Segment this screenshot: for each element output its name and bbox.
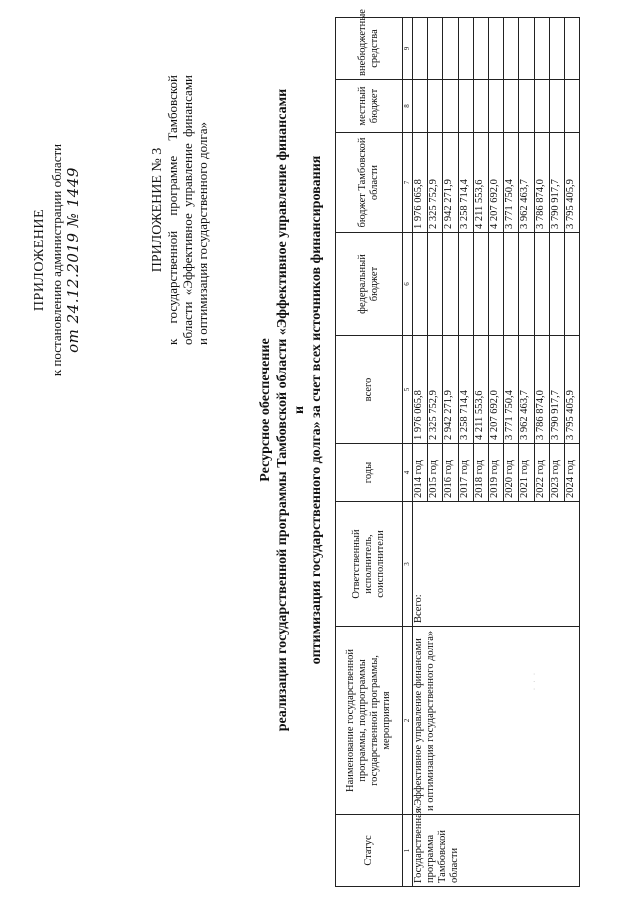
column-number: 4 (403, 444, 413, 502)
local-budget-cell (534, 80, 549, 133)
year-cell: 2020 год (504, 444, 519, 502)
year-cell: 2019 год (488, 444, 503, 502)
total-cell: 3 786 874,0 (534, 336, 549, 444)
local-budget-cell (443, 80, 458, 133)
title-line-2: реализации государственной программы Тамбовской области «Эффективное управление финансами и (275, 88, 307, 732)
column-number: 6 (403, 233, 413, 336)
appendix-3-text: к государственной программе Тамбовской области «Эффективное управление финансами и оптимизация государственного долга» (165, 75, 210, 345)
federal-budget-cell (488, 233, 503, 336)
column-number: 8 (403, 80, 413, 133)
year-cell: 2021 год (519, 444, 534, 502)
year-cell: 2023 год (549, 444, 564, 502)
local-budget-cell (413, 80, 428, 133)
regional-budget-cell: 3 795 405,9 (564, 133, 579, 233)
extrabudgetary-cell (564, 18, 579, 80)
appendix-subtitle: к постановлению администрации области (49, 143, 64, 377)
year-cell: 2022 год (534, 444, 549, 502)
regional-budget-cell: 3 786 874,0 (534, 133, 549, 233)
year-cell: 2015 год (428, 444, 443, 502)
total-cell: 3 962 463,7 (519, 336, 534, 444)
federal-budget-cell (413, 233, 428, 336)
federal-budget-cell (428, 233, 443, 336)
executor-cell: Всего: (413, 502, 580, 627)
column-header: внебюджетные средства (336, 18, 403, 80)
local-budget-cell (428, 80, 443, 133)
federal-budget-cell (473, 233, 488, 336)
regional-budget-cell: 4 211 553,6 (473, 133, 488, 233)
extrabudgetary-cell (443, 18, 458, 80)
regional-budget-cell: 3 962 463,7 (519, 133, 534, 233)
column-header: Статус (336, 815, 403, 887)
regional-budget-cell: 2 325 752,9 (428, 133, 443, 233)
column-number-row (403, 18, 413, 887)
local-budget-cell (488, 80, 503, 133)
program-name-cell: «Эффективное управление финансами и оптимизация государственного долга» (413, 627, 580, 815)
local-budget-cell (504, 80, 519, 133)
federal-budget-cell (549, 233, 564, 336)
regional-budget-cell: 3 258 714,4 (458, 133, 473, 233)
year-cell: 2018 год (473, 444, 488, 502)
regional-budget-cell: 2 942 271,9 (443, 133, 458, 233)
regional-budget-cell: 4 207 692,0 (488, 133, 503, 233)
column-header: федеральный бюджет (336, 233, 403, 336)
total-cell: 4 207 692,0 (488, 336, 503, 444)
appendix-block (32, 125, 81, 395)
total-cell: 3 795 405,9 (564, 336, 579, 444)
status-cell: Государственная программа Тамбовской области (413, 815, 580, 887)
regional-budget-cell: 3 771 750,4 (504, 133, 519, 233)
federal-budget-cell (564, 233, 579, 336)
appendix-3-title: ПРИЛОЖЕНИЕ № 3 (150, 147, 165, 273)
extrabudgetary-cell (458, 18, 473, 80)
total-cell: 2 942 271,9 (443, 336, 458, 444)
federal-budget-cell (534, 233, 549, 336)
extrabudgetary-cell (488, 18, 503, 80)
regional-budget-cell: 1 976 065,8 (413, 133, 428, 233)
extrabudgetary-cell (473, 18, 488, 80)
extrabudgetary-cell (504, 18, 519, 80)
total-cell: 2 325 752,9 (428, 336, 443, 444)
column-header: годы (336, 444, 403, 502)
column-number: 2 (403, 627, 413, 815)
table-header-row (336, 18, 403, 887)
year-cell: 2017 год (458, 444, 473, 502)
local-budget-cell (458, 80, 473, 133)
column-number: 3 (403, 502, 413, 627)
local-budget-cell (519, 80, 534, 133)
year-cell: 2014 год (413, 444, 428, 502)
federal-budget-cell (443, 233, 458, 336)
document-title (257, 85, 325, 735)
federal-budget-cell (458, 233, 473, 336)
column-header: бюджет Тамбовской области (336, 133, 403, 233)
extrabudgetary-cell (549, 18, 564, 80)
title-line-1: Ресурсное обеспечение (258, 338, 273, 482)
total-cell: 4 211 553,6 (473, 336, 488, 444)
year-cell: 2016 год (443, 444, 458, 502)
year-cell: 2024 год (564, 444, 579, 502)
local-budget-cell (549, 80, 564, 133)
total-cell: 1 976 065,8 (413, 336, 428, 444)
extrabudgetary-cell (519, 18, 534, 80)
extrabudgetary-cell (534, 18, 549, 80)
column-number: 7 (403, 133, 413, 233)
column-header: местный бюджет (336, 80, 403, 133)
local-budget-cell (473, 80, 488, 133)
column-number: 9 (403, 18, 413, 80)
extrabudgetary-cell (428, 18, 443, 80)
column-header: Наименование государственной программы, подпрограммы государственной программы, мероприятия (336, 627, 403, 815)
appendix-title: ПРИЛОЖЕНИЕ (32, 208, 47, 312)
table-row (413, 18, 428, 887)
extrabudgetary-cell (413, 18, 428, 80)
local-budget-cell (564, 80, 579, 133)
handwritten-date: от 24.12.2019 № 1449 (64, 167, 82, 353)
appendix-3-block (150, 75, 210, 345)
column-header: всего (336, 336, 403, 444)
federal-budget-cell (519, 233, 534, 336)
federal-budget-cell (504, 233, 519, 336)
scan-speck: · · · (532, 671, 538, 690)
title-line-3: оптимизация государственного долга» за счет всех источников финансирования (309, 155, 324, 665)
column-number: 5 (403, 336, 413, 444)
total-cell: 3 771 750,4 (504, 336, 519, 444)
resource-table (335, 9, 580, 887)
column-header: Ответственный исполнитель, соисполнители (336, 502, 403, 627)
regional-budget-cell: 3 790 917,7 (549, 133, 564, 233)
total-cell: 3 258 714,4 (458, 336, 473, 444)
column-number: 1 (403, 815, 413, 887)
total-cell: 3 790 917,7 (549, 336, 564, 444)
